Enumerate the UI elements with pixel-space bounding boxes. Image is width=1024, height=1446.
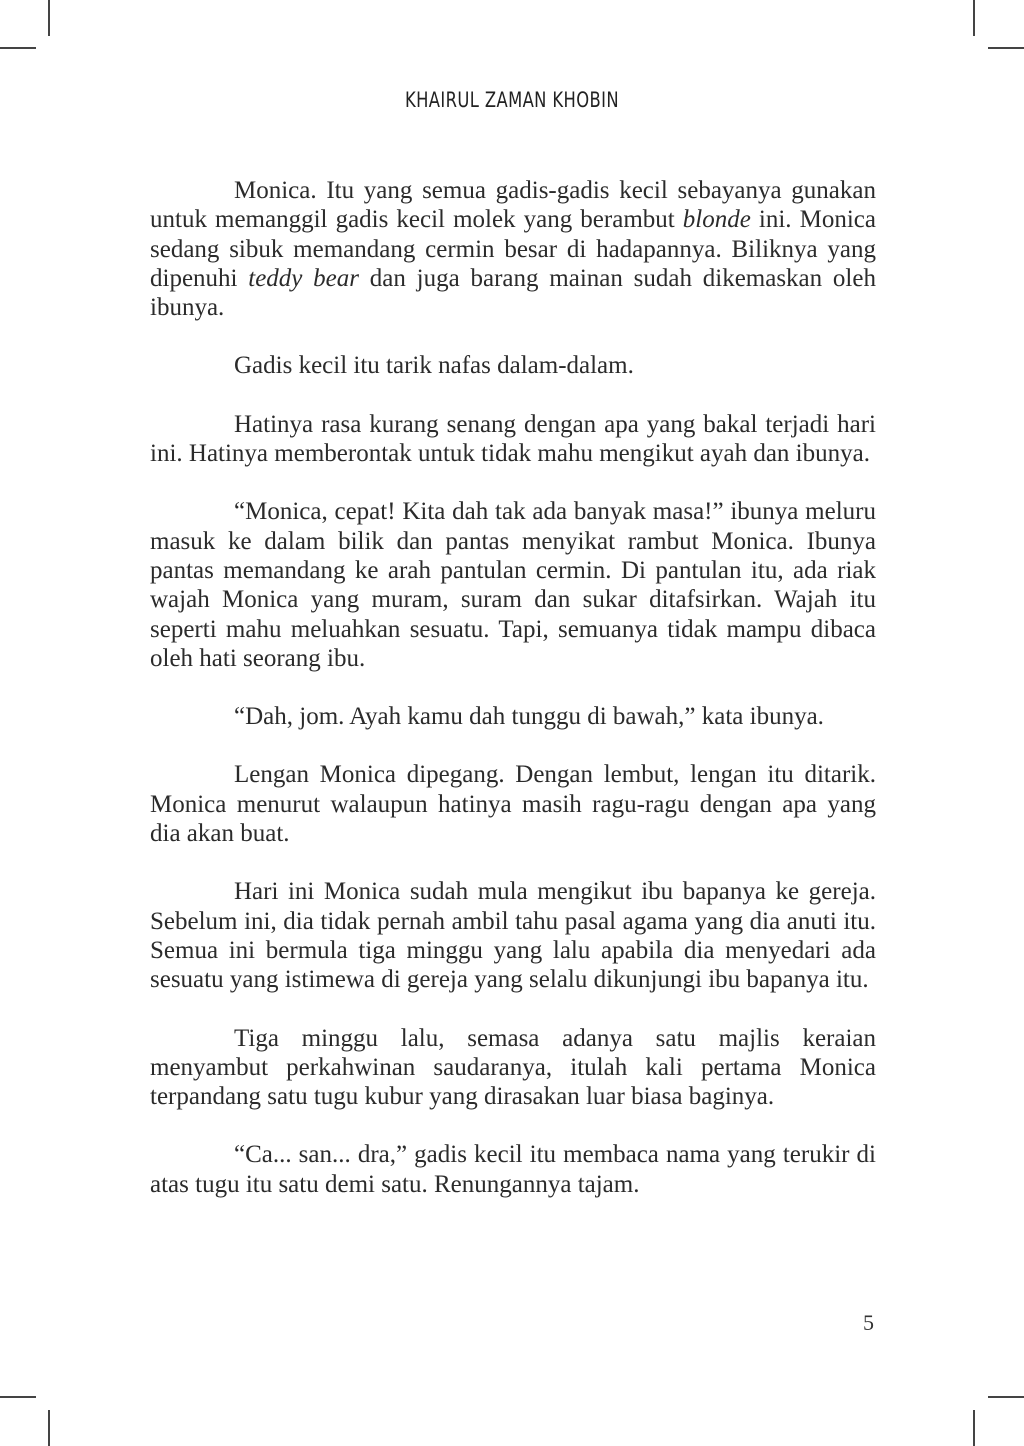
paragraph-1-italic-teddy-bear: teddy bear	[248, 264, 360, 292]
paragraph-1-part-c: ini. Monica sedang sibuk memandang cermin besar di hadapannya. Biliknya yang dipenuhi	[150, 206, 876, 292]
crop-mark-bottom-right-vertical	[973, 1410, 975, 1446]
paragraph-3: Hatinya rasa kurang senang dengan apa yang bakal terjadi hari ini. Hatinya memberontak untuk tidak mahu mengikut ayah dan ibunya.	[150, 410, 876, 468]
crop-mark-top-right-vertical	[973, 0, 975, 36]
paragraph-2: Gadis kecil itu tarik nafas dalam-dalam.	[234, 352, 634, 380]
crop-mark-top-right-horizontal	[988, 47, 1024, 49]
crop-mark-bottom-left-vertical	[48, 1410, 50, 1446]
paragraph-6: Lengan Monica dipegang. Dengan lembut, lengan itu ditarik. Monica menurut walaupun hatinya masih ragu-ragu dengan apa yang dia akan buat.	[150, 761, 876, 848]
body-text	[150, 176, 876, 1228]
page-number: 5	[863, 1310, 874, 1335]
running-header: KHAIRUL ZAMAN KHOBIN	[404, 88, 620, 112]
paragraph-1-part-e: dan juga barang mainan sudah dikemaskan oleh ibunya.	[150, 264, 876, 322]
paragraph-9: “Ca... san... dra,” gadis kecil itu membaca nama yang terukir di atas tugu itu satu demi satu. Renungannya tajam.	[150, 1141, 876, 1198]
paragraph-1-part-a: Monica. Itu yang semua gadis-gadis kecil sebayanya gunakan untuk memanggil gadis kecil molek yang berambut	[150, 177, 876, 234]
paragraph-8: Tiga minggu lalu, semasa adanya satu majlis keraian menyambut perkahwinan saudaranya, itulah kali pertama Monica terpandang satu tugu kubur yang dirasakan luar biasa baginya.	[150, 1024, 876, 1111]
paragraph-7: Hari ini Monica sudah mula mengikut ibu bapanya ke gereja. Sebelum ini, dia tidak pernah ambil tahu pasal agama yang dia anuti itu. Semua ini bermula tiga minggu yang lalu apabila dia menyedari ada sesuatu yang istimewa di gereja yang selalu dikunjungi ibu bapanya itu.	[150, 878, 876, 994]
crop-mark-top-left-vertical	[48, 0, 50, 36]
crop-mark-top-left-horizontal	[0, 47, 36, 49]
paragraph-4: “Monica, cepat! Kita dah tak ada banyak masa!” ibunya meluru masuk ke dalam bilik dan pantas menyikat rambut Monica. Ibunya pantas memandang ke arah pantulan cermin. Di pantulan itu, ada riak wajah Monica yang muram, suram dan sukar ditafsirkan. Wajah itu seperti mahu meluahkan sesuatu. Tapi, semuanya tidak mampu dibaca oleh hati seorang ibu.	[150, 498, 876, 672]
paragraph-1	[150, 176, 876, 322]
crop-mark-bottom-right-horizontal	[988, 1396, 1024, 1398]
paragraph-5: “Dah, jom. Ayah kamu dah tunggu di bawah,” kata ibunya.	[234, 703, 824, 731]
paragraph-1-italic-blonde: blonde	[682, 206, 751, 234]
crop-mark-bottom-left-horizontal	[0, 1396, 36, 1398]
